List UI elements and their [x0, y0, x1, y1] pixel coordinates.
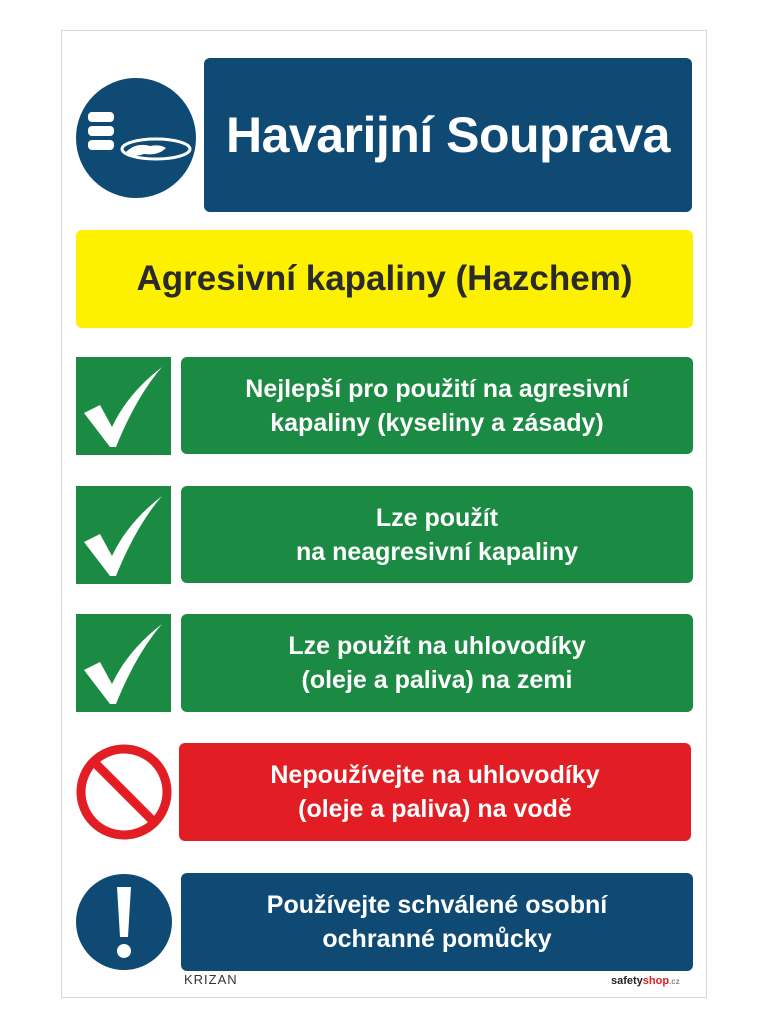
- title: Havarijní Souprava: [226, 107, 670, 163]
- safetyshop-logo-a: safety: [611, 975, 643, 987]
- check-icon: [76, 614, 171, 712]
- info-panel-2: [181, 486, 693, 583]
- safetyshop-logo-c: .cz: [669, 977, 680, 986]
- info-panel-3: [181, 614, 693, 712]
- mandatory-panel: [181, 873, 693, 971]
- info-line: kapaliny (kyseliny a zásady): [270, 408, 604, 437]
- subtitle: Agresivní kapaliny (Hazchem): [136, 259, 633, 298]
- check-icon: [76, 486, 171, 584]
- krizan-logo-text: KRIZAN: [184, 972, 238, 987]
- check-icon: [76, 357, 171, 455]
- info-panel-1: [181, 357, 693, 454]
- warning-line: Nepoužívejte na uhlovodíky: [270, 761, 600, 789]
- exclamation-icon: [75, 873, 173, 971]
- prohibition-icon: [75, 743, 173, 841]
- info-line: na neagresivní kapaliny: [295, 537, 579, 566]
- title-panel: [204, 58, 692, 212]
- mandatory-line: Používejte schválené osobní: [266, 891, 608, 919]
- info-line: (oleje a paliva) na zemi: [301, 666, 573, 694]
- safetyshop-logo: [611, 975, 680, 987]
- spill-kit-icon: [74, 76, 198, 200]
- info-line: Lze použít: [375, 503, 499, 532]
- info-line: Nejlepší pro použití na agresivní: [245, 374, 629, 403]
- krizan-logo: [184, 972, 238, 987]
- subtitle-panel: [76, 230, 693, 328]
- mandatory-line: ochranné pomůcky: [322, 925, 552, 953]
- safetyshop-logo-b: shop: [642, 975, 670, 987]
- warning-line: (oleje a paliva) na vodě: [298, 795, 572, 823]
- warning-panel: [179, 743, 691, 841]
- info-line: Lze použít na uhlovodíky: [288, 632, 586, 660]
